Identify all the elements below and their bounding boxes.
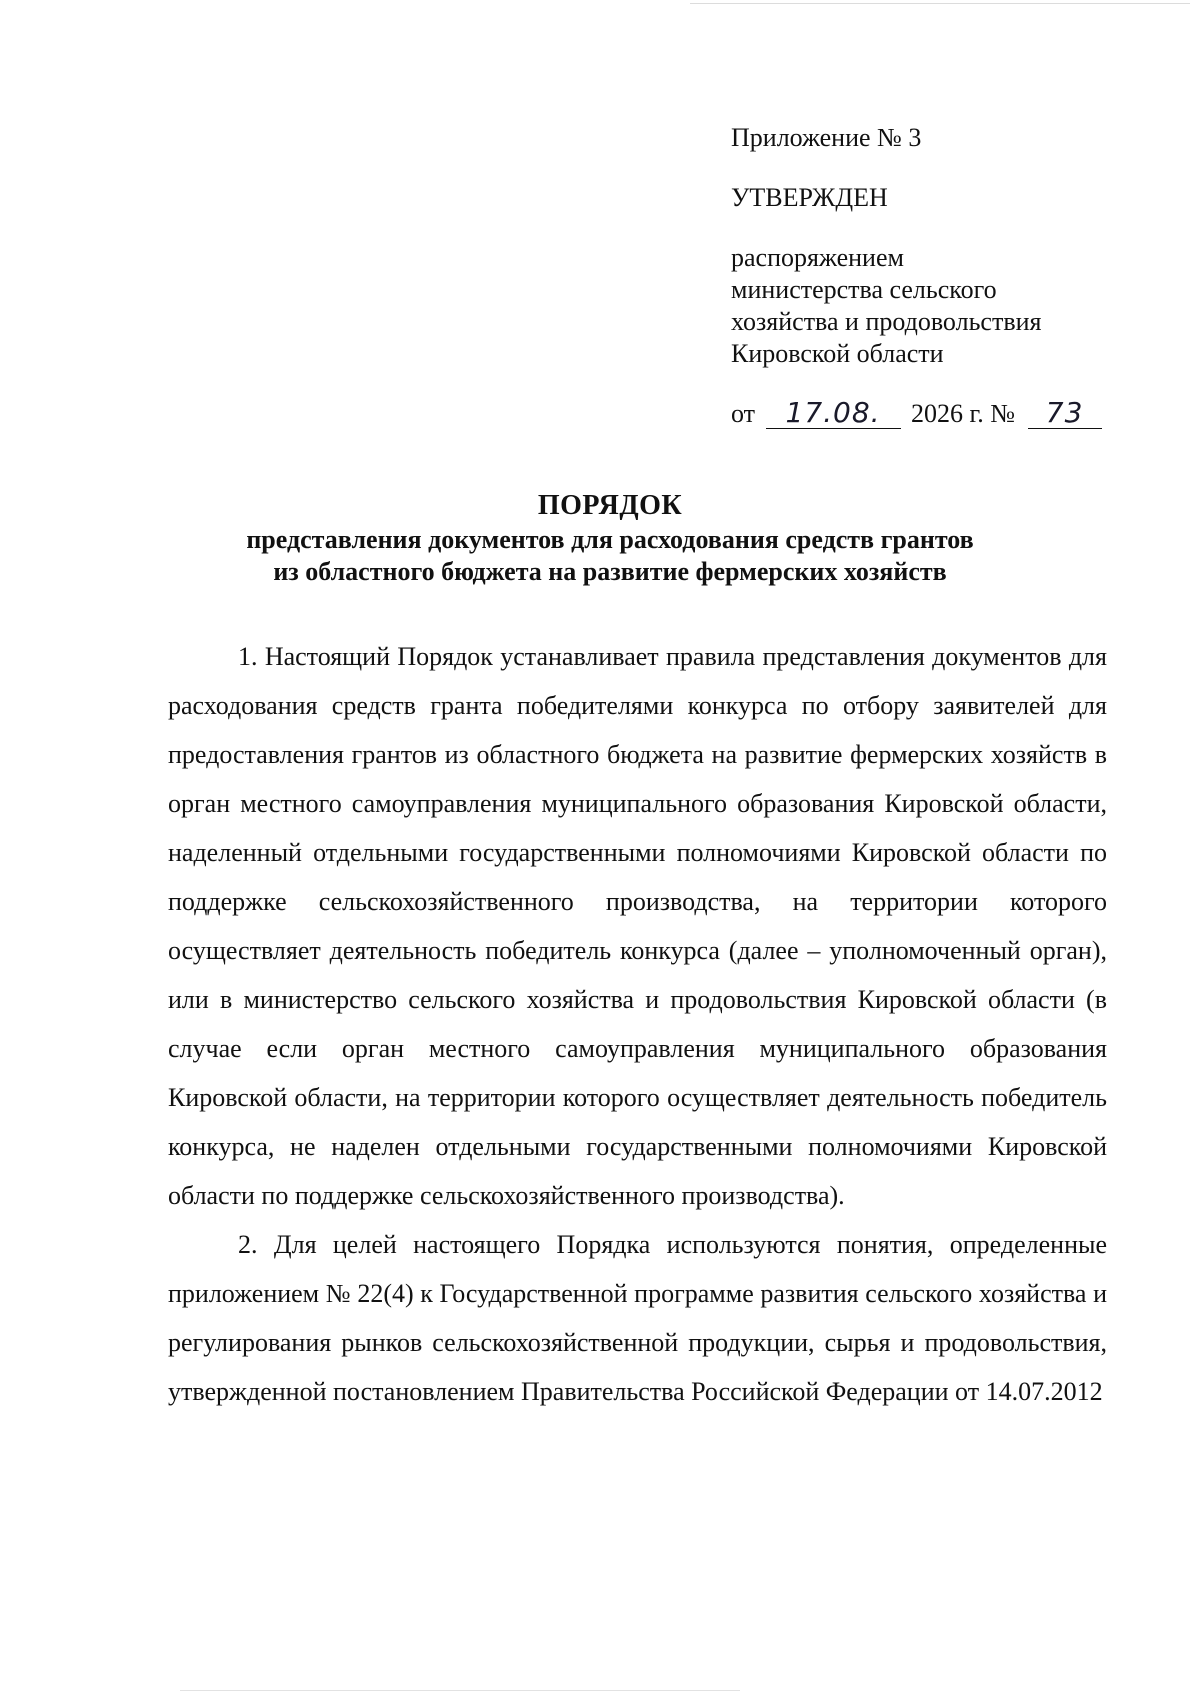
document-title: ПОРЯДОК bbox=[537, 490, 683, 521]
subtitle-line: из областного бюджета на развитие фермерских хозяйств bbox=[273, 557, 947, 586]
scan-artifact-top bbox=[690, 3, 1190, 4]
issuer-line: распоряжением bbox=[731, 243, 904, 272]
document-subtitle bbox=[160, 524, 1060, 588]
paragraph-2: 2. Для целей настоящего Порядка используются понятия, определенные приложением № 22(4) к Государственной программе развития сельского хозяйства и регулирования рынков сельскохозяйственной продукции, сырья и продовольствия, утвержденной постановлением Правительства Российской Федерации от 14.07.2012 bbox=[168, 1230, 1107, 1406]
year-number-label: 2026 г. № bbox=[911, 399, 1016, 428]
appendix-number: Приложение № 3 bbox=[731, 123, 922, 152]
issuer-line: Кировской области bbox=[731, 339, 944, 368]
document-body bbox=[168, 632, 1107, 1416]
document-heading bbox=[160, 488, 1060, 588]
handwritten-date: 17.08. bbox=[766, 398, 901, 429]
approval-date-line bbox=[731, 398, 1131, 430]
issuer-line: министерства сельского bbox=[731, 275, 997, 304]
handwritten-number: 73 bbox=[1028, 398, 1102, 429]
issuer-line: хозяйства и продовольствия bbox=[731, 307, 1042, 336]
approved-label: УТВЕРЖДЕН bbox=[731, 183, 888, 212]
scan-artifact-bottom bbox=[180, 1690, 740, 1691]
date-prefix: от bbox=[731, 399, 756, 428]
issuer-text bbox=[731, 242, 1131, 370]
subtitle-line: представления документов для расходования средств грантов bbox=[246, 525, 974, 554]
approval-stamp-block bbox=[731, 122, 1131, 430]
paragraph-1: 1. Настоящий Порядок устанавливает правила представления документов для расходования средств гранта победителями конкурса по отбору заявителей для предоставления грантов из областного бюджета на развитие фермерских хозяйств в орган местного самоуправления муниципального образования Кировской области, наделенный отдельными государственными полномочиями Кировской области по поддержке сельскохозяйственного производства, на территории которого осуществляет деятельность победитель конкурса (далее – уполномоченный орган), или в министерство сельского хозяйства и продовольствия Кировской области (в случае если орган местного самоуправления муниципального образования Кировской области, на территории которого осуществляет деятельность победитель конкурса, не наделен отдельными государственными полномочиями Кировской области по поддержке сельскохозяйственного производства). bbox=[168, 642, 1107, 1210]
